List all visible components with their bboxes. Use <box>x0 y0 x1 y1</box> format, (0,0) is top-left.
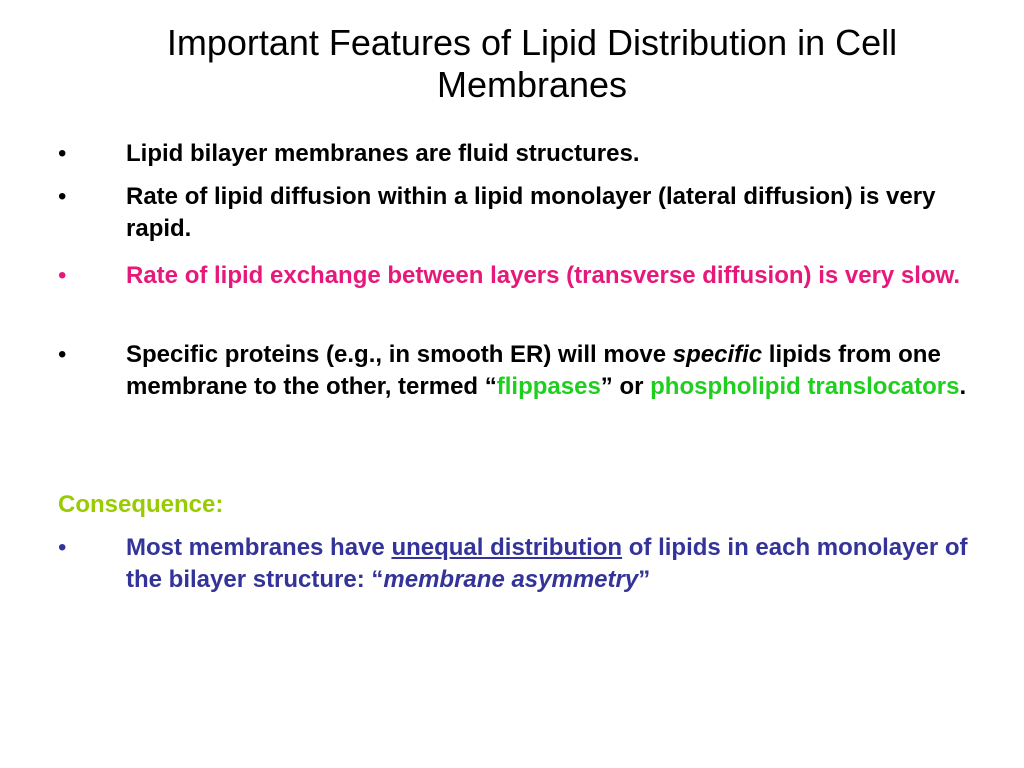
bullet-text-part: Specific proteins (e.g., in smooth ER) will move <box>126 341 673 368</box>
bullet-text-part: ” <box>638 566 651 593</box>
bullet-text-part: lipids from one membrane to the other, termed “ <box>126 341 941 400</box>
term-membrane-asymmetry: membrane asymmetry <box>383 566 639 593</box>
bullet-text <box>126 532 976 596</box>
bullet-dot: • <box>58 341 67 368</box>
bullet-text: Lipid bilayer membranes are fluid structures. <box>126 140 640 167</box>
bullet-dot: • <box>58 183 67 210</box>
bullet-text-part: Most membranes have <box>126 534 392 561</box>
bullet-text: Rate of lipid exchange between layers (transverse diffusion) is very slow. <box>126 262 961 289</box>
bullet-dot: • <box>58 262 67 289</box>
term-phospholipid-translocators: phospholipid translocators <box>650 373 960 400</box>
slide-title-line2: Membranes <box>436 64 628 105</box>
slide-title-line1: Important Features of Lipid Distribution in Cell <box>166 22 898 63</box>
bullet-text <box>126 339 976 403</box>
bullet-text-part: . <box>959 373 967 400</box>
emphasis-specific: specific <box>672 341 763 368</box>
consequence-heading: Consequence: <box>58 491 224 518</box>
bullet-text-part: of lipids in each monolayer of the bilayer structure: “ <box>126 534 968 593</box>
bullet-text-part: ” or <box>600 373 651 400</box>
term-unequal-distribution: unequal distribution <box>391 534 623 561</box>
bullet-dot: • <box>58 534 67 561</box>
term-flippases: flippases <box>496 373 601 400</box>
slide-title <box>60 22 1004 106</box>
bullet-dot: • <box>58 140 67 167</box>
bullet-text: Rate of lipid diffusion within a lipid monolayer (lateral diffusion) is very rapid. <box>126 183 936 242</box>
